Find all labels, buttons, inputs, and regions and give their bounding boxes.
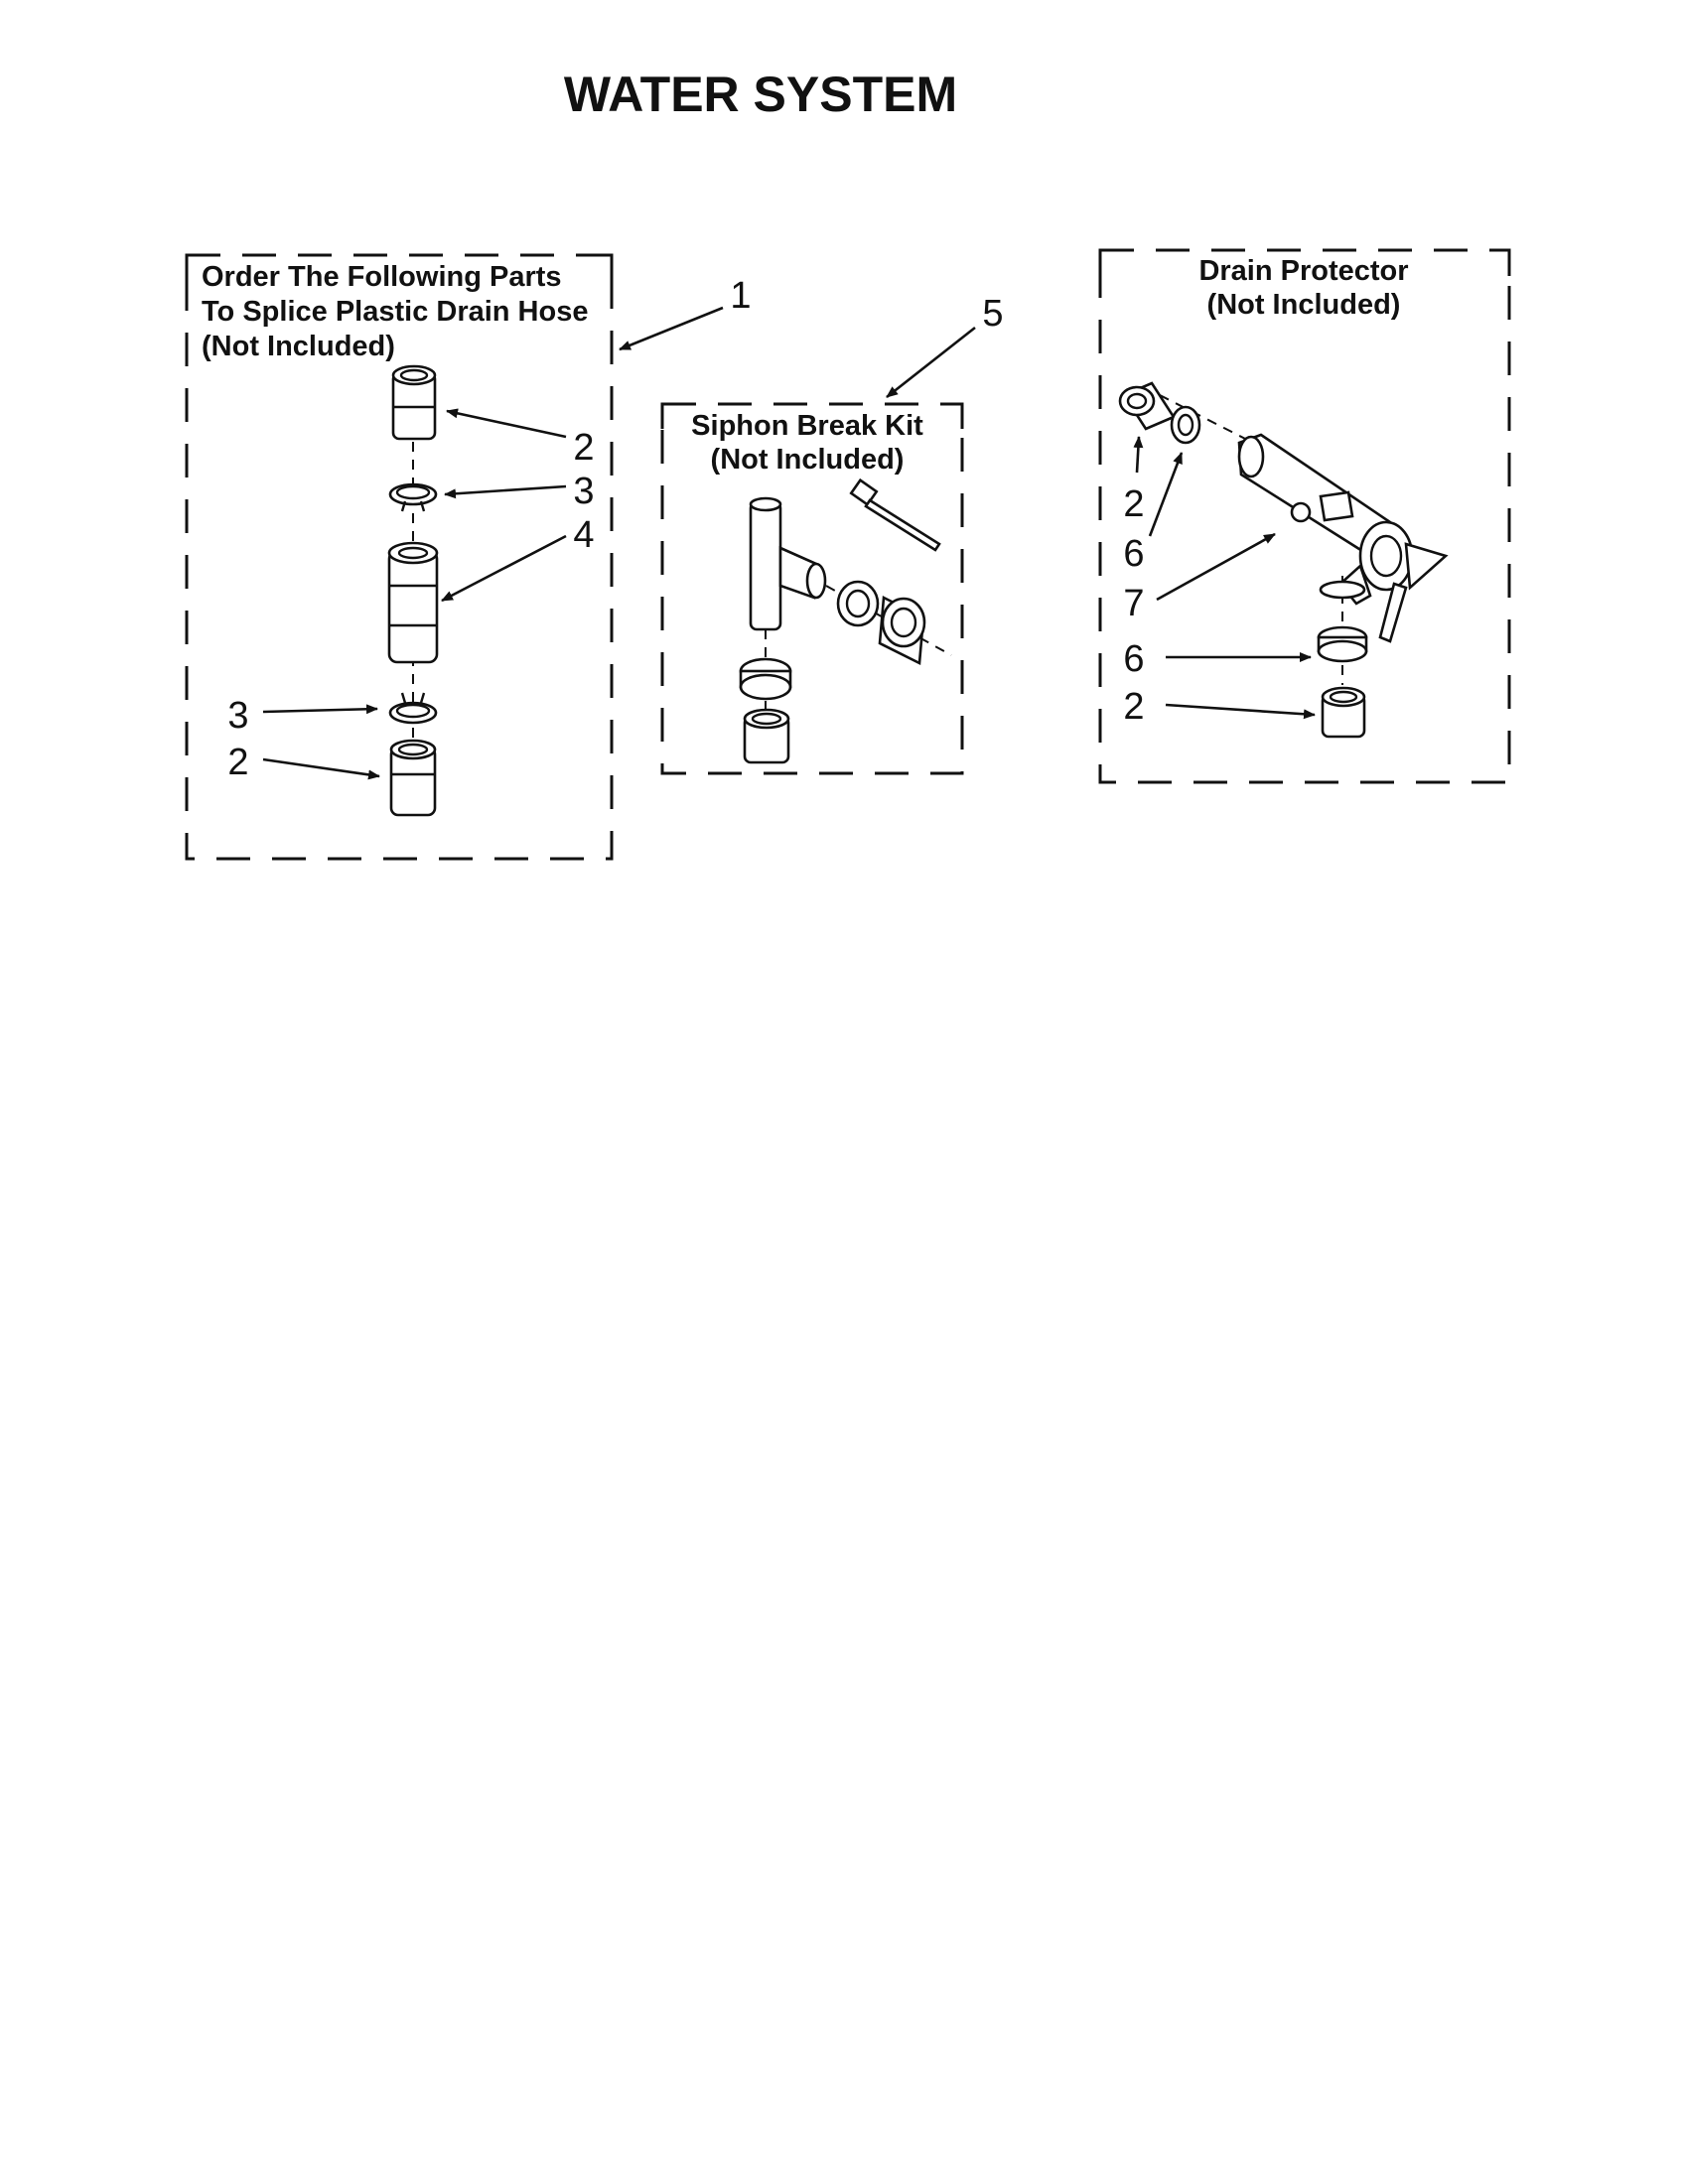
page-title: WATER SYSTEM [563, 67, 958, 122]
callout-6: 6 [1123, 533, 1145, 575]
callout-3: 3 [573, 471, 595, 512]
leader-arrow [1166, 705, 1315, 715]
siphon-side-connector-part [880, 598, 924, 663]
bottom-hose-connector-part [391, 741, 435, 815]
protector-bottom-connector-part [1323, 688, 1364, 737]
protector-top-connector-part [1120, 383, 1174, 429]
top-hose-clamp-part [390, 484, 436, 511]
siphon-break-title-line2: (Not Included) [710, 444, 905, 476]
callout-3: 3 [227, 695, 249, 737]
callout-2: 2 [573, 427, 595, 469]
callout-7: 7 [1123, 583, 1145, 624]
callout-2: 2 [1123, 483, 1145, 525]
leader-arrow [1137, 437, 1139, 473]
protector-top-clamp-part [1172, 407, 1199, 443]
callout-6: 6 [1123, 638, 1145, 680]
splice-kit-box [187, 255, 752, 859]
callout-2: 2 [1123, 686, 1145, 728]
siphon-tie-strap-part [851, 480, 939, 550]
callout-1: 1 [730, 275, 752, 317]
callout-2: 2 [227, 742, 249, 783]
splice-kit-title-line1: Order The Following Parts [202, 261, 562, 293]
drain-protector-title-line2: (Not Included) [1206, 289, 1401, 321]
splice-kit-title-line2: To Splice Plastic Drain Hose [202, 296, 589, 328]
hose-coupling-part [389, 543, 437, 662]
siphon-bottom-clamp-part [741, 659, 790, 699]
top-hose-connector-part [393, 366, 435, 439]
protector-bottom-clamp-part [1319, 627, 1366, 661]
splice-kit-title-line3: (Not Included) [202, 331, 395, 362]
leader-arrow [620, 308, 723, 349]
siphon-bottom-connector-part [745, 710, 788, 762]
leader-arrow [1157, 534, 1275, 600]
leader-arrow [442, 536, 566, 601]
siphon-side-clamp-part [838, 582, 878, 625]
leader-arrow [445, 486, 566, 494]
leader-arrow [263, 759, 379, 776]
drain-protector-title-line1: Drain Protector [1198, 255, 1409, 287]
siphon-break-kit-box [662, 293, 1004, 773]
leader-arrow [1150, 453, 1182, 536]
drain-protector-box [1100, 250, 1509, 782]
leader-arrow [887, 328, 975, 397]
callout-4: 4 [573, 514, 595, 556]
leader-arrow [263, 709, 377, 712]
leader-arrow [447, 411, 566, 437]
siphon-break-title-line1: Siphon Break Kit [691, 410, 923, 442]
callout-5: 5 [982, 293, 1004, 335]
